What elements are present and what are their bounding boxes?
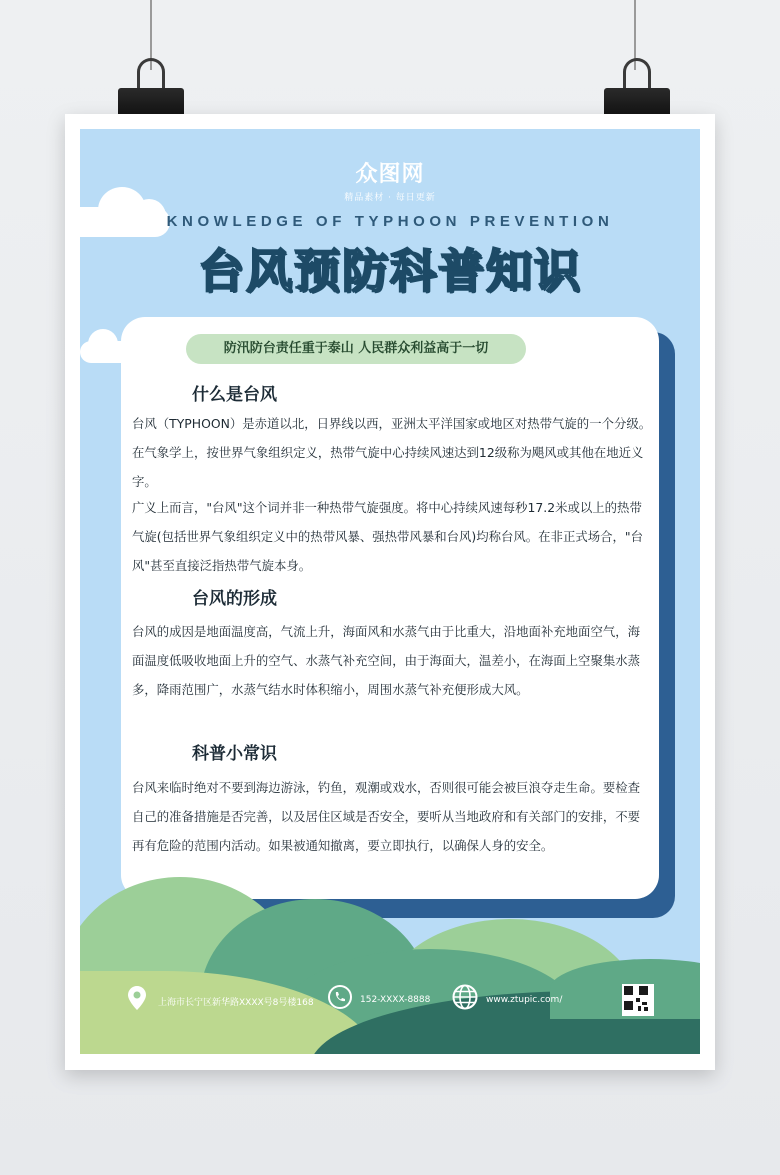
brand-name: 众图网: [355, 161, 425, 186]
english-subtitle: KNOWLEDGE OF TYPHOON PREVENTION: [166, 213, 614, 230]
poster-canvas: [80, 129, 700, 1054]
footer: [80, 972, 700, 1032]
phone-icon: [328, 985, 352, 1009]
footer-website[interactable]: www.ztupic.com/: [486, 995, 563, 1005]
section-heading: 台风的形成: [192, 584, 277, 609]
globe-icon: [452, 984, 478, 1010]
footer-phone: 152-XXXX-8888: [360, 995, 431, 1005]
poster-title: 台风预防科普知识: [198, 244, 582, 298]
section-heading: 什么是台风: [192, 380, 277, 405]
brand-logo: [80, 157, 700, 203]
location-pin-icon: [128, 986, 146, 1010]
brand-tagline: 精品素材 · 每日更新: [344, 193, 436, 203]
section-paragraph: 台风的成因是地面温度高，气流上升，海面风和水蒸气由于比重大，沿地面补充地面空气，海面温度低吸收地面上升的空气、水蒸气补充空间，由于海面大，温差小，在海面上空聚集水蒸多，降雨范围广，水蒸气结水时体积缩小，周围水蒸气补充便形成大风。: [132, 624, 641, 697]
poster: [65, 114, 715, 1070]
motto-banner: 防汛防台责任重于泰山 人民群众利益高于一切: [186, 334, 526, 364]
section-heading: 科普小常识: [192, 739, 277, 764]
section-paragraph: 台风来临时绝对不要到海边游泳，钓鱼，观潮或戏水，否则很可能会被巨浪夺走生命。要检查自己的准备措施是否完善，以及居住区域是否安全，要听从当地政府和有关部门的安排，不要再有危险的范围内活动。如果被通知撤离，要立即执行，以确保人身的安全。: [132, 780, 641, 853]
cloud-mid: [88, 329, 118, 359]
section-paragraph: 台风（TYPHOON）是赤道以北，日界线以西，亚洲太平洋国家或地区对热带气旋的一个分级。在气象学上，按世界气象组织定义，热带气旋中心持续风速达到12级称为飓风或其他在地近义字。: [132, 416, 652, 489]
footer-address: 上海市长宁区新华路XXXX号8号楼168: [158, 998, 314, 1008]
qr-code-icon: [622, 984, 654, 1016]
section-paragraph: 广义上而言，"台风"这个词并非一种热带气旋强度。将中心持续风速每秒17.2米或以上的热带气旋(包括世界气象组织定义中的热带风暴、强热带风暴和台风)均称台风。在非正式场合，"台风"甚至直接泛指热带气旋本身。: [132, 500, 643, 573]
